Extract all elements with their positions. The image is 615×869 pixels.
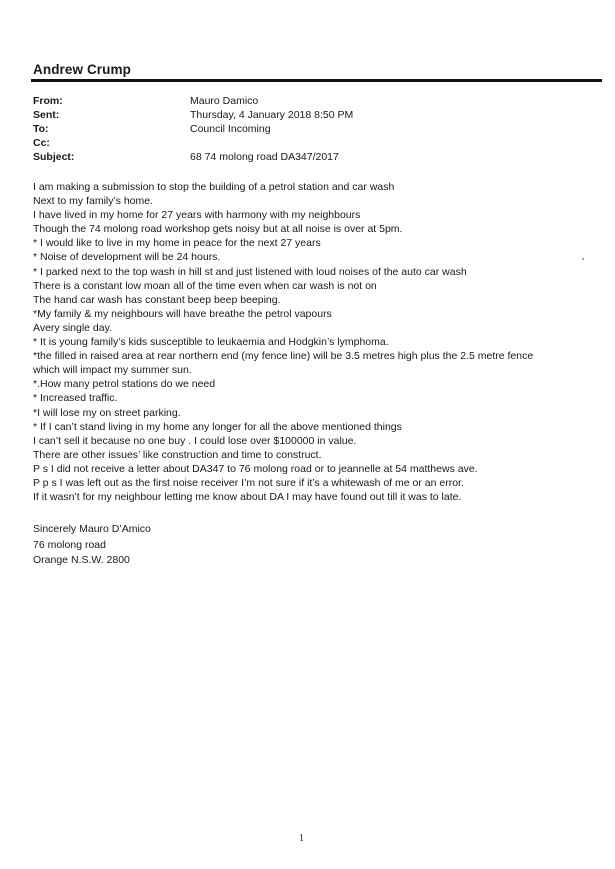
body-line: * Noise of development will be 24 hours. — [33, 251, 221, 264]
body-line: *the filled in raised area at rear northern end (my fence line) will be 3.5 metres high plus the 2.5 metre fence — [33, 350, 534, 363]
body-line: There are other issues’ like construction and time to construct. — [33, 448, 322, 461]
body-line: Avery single day. — [33, 321, 112, 334]
scan-speck — [582, 258, 584, 260]
body-line: Though the 74 molong road workshop gets noisy but at all noise is over at 5pm. — [33, 223, 403, 236]
body-line: * I would like to live in my home in peace for the next 27 years — [33, 237, 321, 250]
page-number: 1 — [299, 833, 304, 844]
signature-line: 76 molong road — [33, 538, 106, 551]
cc-label: Cc: — [33, 137, 50, 149]
sent-label: Sent: — [33, 109, 60, 121]
body-line: *.How many petrol stations do we need — [33, 378, 216, 391]
signature-line: Sincerely Mauro D’Amico — [33, 523, 151, 535]
body-line: Next to my family’s home. — [33, 195, 154, 208]
sender-name: Andrew Crump — [33, 62, 131, 77]
from-label: From: — [33, 95, 63, 107]
body-line: If it wasn’t for my neighbour letting me know about DA I may have found out till it was to late. — [33, 491, 462, 504]
body-line: which will impact my summer sun. — [33, 364, 192, 377]
subject-value: 68 74 molong road DA347/2017 — [190, 151, 339, 163]
signature-line: Orange N.S.W. 2800 — [33, 554, 130, 566]
body-line: *My family & my neighbours will have breathe the petrol vapours — [33, 307, 332, 320]
body-line: * If I can’t stand living in my home any longer for all the above mentioned things — [33, 420, 402, 433]
body-line: * Increased traffic. — [33, 392, 118, 405]
body-line: I am making a submission to stop the building of a petrol station and car wash — [33, 181, 395, 193]
body-line: The hand car wash has constant beep beep beeping. — [33, 293, 281, 306]
subject-label: Subject: — [33, 151, 75, 163]
header-rule — [31, 79, 602, 82]
body-line: *I will lose my on street parking. — [33, 406, 181, 419]
message-body — [33, 180, 593, 504]
body-line: There is a constant low moan all of the time even when car wash is not on — [33, 279, 377, 292]
body-line: I can’t sell it because no one buy . I could lose over $100000 in value. — [33, 434, 357, 447]
signature-block — [33, 522, 151, 569]
sent-value: Thursday, 4 January 2018 8:50 PM — [190, 109, 354, 121]
body-line: P p s I was left out as the first noise receiver I’m not sure if it’s a whitewash of me or an error. — [33, 476, 464, 489]
from-value: Mauro Damico — [190, 95, 259, 107]
to-label: To: — [33, 123, 49, 135]
body-line: * It is young family’s kids susceptible to leukaemia and Hodgkin’s lymphoma. — [33, 336, 389, 349]
to-value: Council Incoming — [190, 123, 271, 135]
body-line: * I parked next to the top wash in hill st and just listened with loud noises of the auto car wash — [33, 265, 467, 278]
body-line: P s I did not receive a letter about DA347 to 76 molong road or to jeannelle at 54 matthews ave. — [33, 462, 478, 475]
body-line: I have lived in my home for 27 years with harmony with my neighbours — [33, 209, 361, 222]
